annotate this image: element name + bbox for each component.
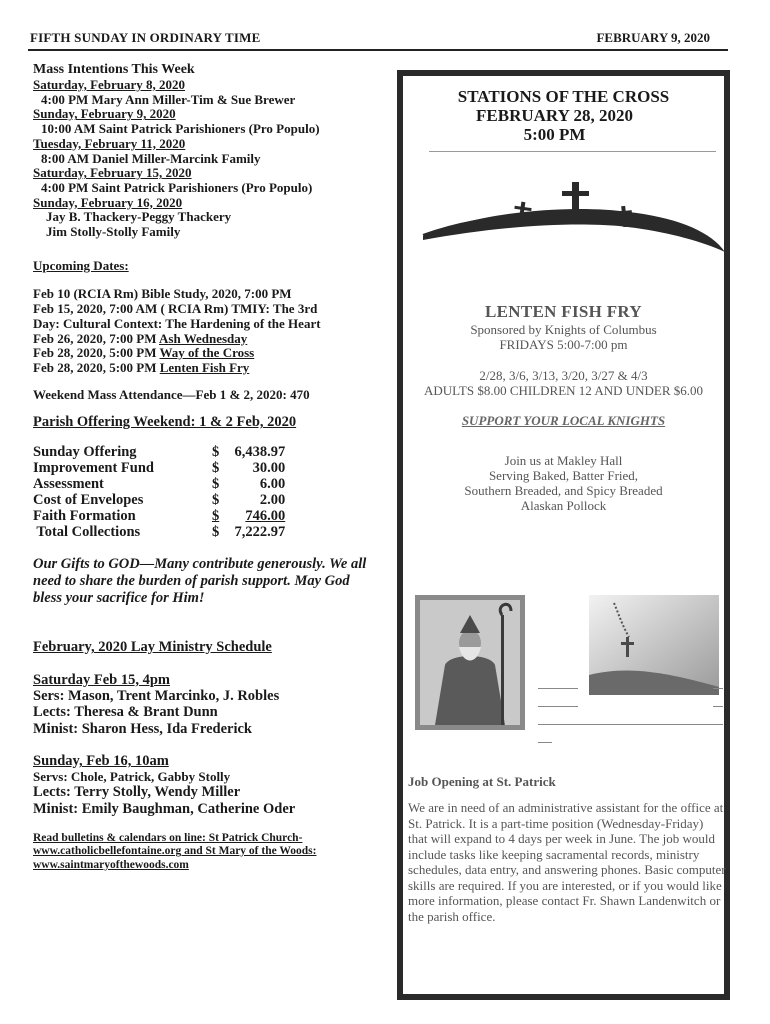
mass-intention: Jim Stolly-Stolly Family <box>46 224 181 240</box>
ministry-line: Servs: Chole, Patrick, Gabby Stolly <box>33 768 231 784</box>
currency: $ <box>211 443 220 460</box>
page-header <box>28 29 728 51</box>
job-opening-section <box>408 774 726 924</box>
job-opening-title: Job Opening at St. Patrick <box>408 774 556 789</box>
mass-date: Sunday, February 9, 2020 <box>33 106 176 122</box>
offering-amount <box>154 524 285 540</box>
crozier-icon <box>501 615 504 725</box>
offering-title: Parish Offering Weekend: 1 & 2 Feb, 2020 <box>33 414 297 431</box>
gifts-message: Our Gifts to GOD—Many contribute generously. We all need to share the burden of parish support. May God bless your sacrifice for Him! <box>33 556 367 606</box>
amount-value: 30.00 <box>252 459 286 476</box>
upcoming-line: Feb 15, 2020, 7:00 AM ( RCIA Rm) TMIY: The 3rd <box>33 301 318 317</box>
fish-fry-title: LENTEN FISH FRY <box>485 302 642 321</box>
upcoming-line <box>33 332 378 347</box>
mass-date: Sunday, February 16, 2020 <box>33 194 183 210</box>
amount-value: 6,438.97 <box>234 443 286 460</box>
fish-fry-sponsor: Sponsored by Knights of Columbus <box>470 322 657 337</box>
upcoming-line <box>33 346 378 361</box>
offering-row <box>33 508 285 524</box>
amount-value: 6.00 <box>259 475 286 492</box>
offering-amount <box>154 492 285 508</box>
offering-label: Faith Formation <box>33 508 136 525</box>
ministry-line: Lects: Terry Stolly, Wendy Miller <box>33 784 241 801</box>
fish-fry-menu: Alaskan Pollock <box>520 498 607 513</box>
upcoming-date-text: Feb 26, 2020, 7:00 PM <box>33 330 160 346</box>
ministry-line: Lects: Theresa & Brant Dunn <box>33 704 218 721</box>
upcoming-line: Feb 10 (RCIA Rm) Bible Study, 2020, 7:00 PM <box>33 286 292 302</box>
mass-intentions-title: Mass Intentions This Week <box>33 62 195 77</box>
support-knights-link[interactable]: SUPPORT YOUR LOCAL KNIGHTS <box>461 413 666 428</box>
offering-amount <box>154 444 285 460</box>
currency: $ <box>211 459 220 476</box>
upcoming-date-text: Feb 28, 2020, 5:00 PM <box>33 345 160 361</box>
currency: $ <box>211 475 220 492</box>
right-panel <box>397 70 730 1000</box>
divider <box>429 151 716 152</box>
online-link-stpatrick[interactable]: www.catholicbellefontaine.org and St Mary of the Woods: <box>33 845 317 858</box>
fish-fry-menu: Southern Breaded, and Spicy Breaded <box>464 483 663 498</box>
mass-attendance: Weekend Mass Attendance—Feb 1 & 2, 2020: 470 <box>33 386 310 402</box>
offering-label: Assessment <box>33 475 104 492</box>
mass-date: Saturday, February 15, 2020 <box>33 165 192 181</box>
fish-fry-time: FRIDAYS 5:00-7:00 pm <box>499 337 628 352</box>
placeholder-line <box>538 688 578 689</box>
placeholder-line <box>538 724 723 725</box>
fish-fry-prices: ADULTS $8.00 CHILDREN 12 AND UNDER $6.00 <box>423 383 704 398</box>
left-column <box>33 62 378 872</box>
offering-amount <box>154 476 285 492</box>
amount-value: 7,222.97 <box>234 524 286 541</box>
ministry-sat-heading: Saturday Feb 15, 4pm <box>33 671 170 688</box>
ministry-line: Minist: Emily Baughman, Catherine Oder <box>33 800 296 817</box>
offering-table <box>33 444 285 541</box>
ash-wednesday-link[interactable]: Ash Wednesday <box>159 330 248 346</box>
offering-amount <box>154 508 285 524</box>
offering-row <box>33 476 285 492</box>
amount-value: 2.00 <box>259 492 286 509</box>
upcoming-line <box>33 361 378 376</box>
amount-value: 746.00 <box>245 508 286 525</box>
currency: $ <box>211 524 220 541</box>
upcoming-date-text: Feb 28, 2020, 5:00 PM <box>33 359 160 375</box>
calvary-crosses-image <box>419 172 729 262</box>
ministry-line: Minist: Sharon Hess, Ida Frederick <box>33 720 252 737</box>
way-of-the-cross-link[interactable]: Way of the Cross <box>159 345 255 361</box>
mass-date: Saturday, February 8, 2020 <box>33 77 186 92</box>
upcoming-dates-title: Upcoming Dates: <box>33 257 129 273</box>
st-patrick-image <box>415 595 525 730</box>
fish-fry-dates: 2/28, 3/6, 3/13, 3/20, 3/27 & 4/3 <box>479 368 648 383</box>
ministry-sun-heading: Sunday, Feb 16, 10am <box>33 753 169 770</box>
fish-fry-menu: Serving Baked, Batter Fried, <box>488 468 639 483</box>
currency: $ <box>211 508 220 525</box>
ministry-title: February, 2020 Lay Ministry Schedule <box>33 639 272 656</box>
offering-row <box>33 492 285 508</box>
offering-row <box>33 460 285 476</box>
placeholder-line <box>713 706 723 707</box>
stations-date: FEBRUARY 28, 2020 <box>476 106 633 125</box>
offering-label: Cost of Envelopes <box>33 492 144 509</box>
header-title: FIFTH SUNDAY IN ORDINARY TIME <box>30 30 261 45</box>
saint-robe <box>435 656 505 725</box>
fish-fry-link[interactable]: Lenten Fish Fry <box>159 359 250 375</box>
currency: $ <box>211 492 220 509</box>
offering-row <box>33 444 285 460</box>
placeholder-line <box>538 742 552 743</box>
mass-intention: 4:00 PM Mary Ann Miller-Tim & Sue Brewer <box>41 91 296 107</box>
offering-label: Total Collections <box>33 524 141 541</box>
stations-title: STATIONS OF THE CROSS <box>457 87 670 106</box>
rosary-bible-image <box>589 595 719 695</box>
placeholder-line <box>538 706 578 707</box>
upcoming-line: Day: Cultural Context: The Hardening of the Heart <box>33 315 321 331</box>
offering-label: Improvement Fund <box>33 459 154 476</box>
mass-date: Tuesday, February 11, 2020 <box>33 135 186 151</box>
mass-intention: 8:00 AM Daniel Miller-Marcink Family <box>41 150 261 166</box>
online-link-stmary[interactable]: www.saintmaryofthewoods.com <box>33 858 189 871</box>
job-opening-body: We are in need of an administrative assistant for the office at St. Patrick. It is a part-time position (Wednesday-Friday) that will expand to 4 days per week in June. The job would include tasks like keeping sacramental records, ministry schedules, data entry, and answering phones. Basic computer skills are required. If you are interested, or if you would like more information, please contact Fr. Shawn Landenwitch or the parish office. <box>408 800 726 924</box>
mass-intention: 10:00 AM Saint Patrick Parishioners (Pro Populo) <box>41 121 320 137</box>
offering-row-total <box>33 524 285 540</box>
header-date: FEBRUARY 9, 2020 <box>596 30 710 45</box>
ministry-line: Sers: Mason, Trent Marcinko, J. Robles <box>33 687 280 704</box>
stations-time: 5:00 PM <box>523 125 586 144</box>
online-line: Read bulletins & calendars on line: St Patrick Church- <box>33 832 303 845</box>
mass-intention: Jay B. Thackery-Peggy Thackery <box>46 209 232 225</box>
mass-intention: 4:00 PM Saint Patrick Parishioners (Pro Populo) <box>41 179 313 195</box>
fish-fry-venue: Join us at Makley Hall <box>504 453 623 468</box>
offering-label: Sunday Offering <box>33 443 137 460</box>
placeholder-line <box>713 688 723 689</box>
offering-amount <box>154 460 285 476</box>
